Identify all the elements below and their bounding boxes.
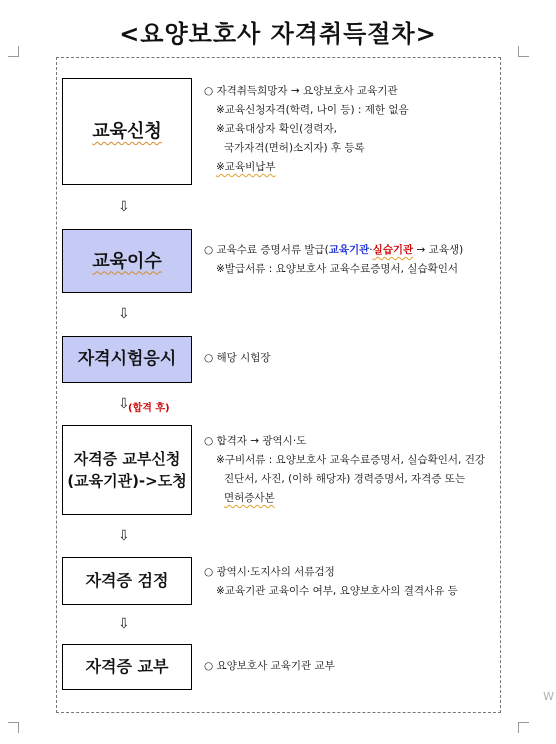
down-arrow-icon: ⇩ bbox=[118, 616, 130, 632]
desc-line: ○ 자격취득희망자 → 요양보호사 교육기관 bbox=[204, 85, 398, 97]
step-box-license-issuance bbox=[62, 644, 192, 690]
step-label: 자격증 검정 bbox=[85, 571, 169, 590]
pass-note: (합격 후) bbox=[128, 403, 170, 414]
step-label: 교육이수 bbox=[92, 250, 162, 272]
down-arrow-icon: ⇩ bbox=[118, 528, 130, 544]
down-arrow-icon: ⇩ bbox=[118, 199, 130, 215]
desc-line: 면허증사본 bbox=[224, 492, 275, 504]
desc-text: → 교육생) bbox=[413, 244, 464, 256]
highlight-practice-institution: 실습기관 bbox=[372, 244, 414, 256]
desc-line: ※발급서류 : 요양보호사 교육수료증명서, 실습확인서 bbox=[216, 263, 459, 275]
desc-line: ○ 요양보호사 교육기관 교부 bbox=[204, 660, 335, 672]
desc-line: ○ 해당 시험장 bbox=[204, 352, 271, 364]
desc-line: ※교육신청자격(학력, 나이 등) : 제한 없음 bbox=[216, 104, 409, 116]
desc-line: 국가자격(면허)소지자) 후 등록 bbox=[224, 142, 365, 154]
highlight-education-institution: 교육기관 bbox=[328, 244, 370, 256]
desc-line: ※교육기관 교육이수 여부, 요양보호사의 결격사유 등 bbox=[216, 585, 458, 597]
down-arrow-icon: ⇩ bbox=[118, 396, 130, 412]
step-box-license-review bbox=[62, 557, 192, 605]
step-box-education-application bbox=[62, 78, 192, 185]
desc-line: ○ 합격자 → 광역시·도 bbox=[204, 435, 307, 447]
step-label: 자격증 교부신청 (교육기관)->도청 bbox=[67, 449, 187, 490]
step-desc-license-review bbox=[204, 563, 458, 601]
desc-text: ○ 교육수료 증명서류 발급( bbox=[204, 244, 329, 256]
desc-separator: · bbox=[369, 244, 373, 256]
step-desc-education-completion bbox=[204, 241, 463, 279]
step-label: 교육신청 bbox=[92, 121, 162, 142]
step-desc-education-application bbox=[204, 82, 409, 177]
step-desc-exam bbox=[204, 349, 271, 368]
desc-line: 진단서, 사진, (이하 해당자) 경력증명서, 자격증 또는 bbox=[224, 473, 466, 485]
step-label: 자격시험응시 bbox=[77, 348, 177, 369]
step-box-exam bbox=[62, 336, 192, 383]
step-box-license-application bbox=[62, 425, 192, 515]
desc-line: ※교육비납부 bbox=[216, 161, 276, 173]
desc-line bbox=[204, 241, 463, 260]
desc-line: ※교육대상자 확인(경력자, bbox=[216, 123, 337, 135]
side-glyph: W bbox=[543, 690, 554, 703]
desc-line: ○ 광역시·도지사의 서류검정 bbox=[204, 566, 335, 578]
step-desc-license-application bbox=[204, 432, 485, 508]
down-arrow-icon: ⇩ bbox=[118, 306, 130, 322]
corner-mark-bottom-right bbox=[518, 722, 529, 733]
step-label: 자격증 교부 bbox=[85, 657, 169, 676]
corner-mark-bottom-left bbox=[8, 722, 19, 733]
step-box-education-completion bbox=[62, 229, 192, 293]
step-desc-license-issuance bbox=[204, 657, 335, 676]
page-title: <요양보호사 자격취득절차> bbox=[119, 20, 437, 48]
desc-line: ※구비서류 : 요양보호사 교육수료증명서, 실습확인서, 건강 bbox=[216, 454, 485, 466]
